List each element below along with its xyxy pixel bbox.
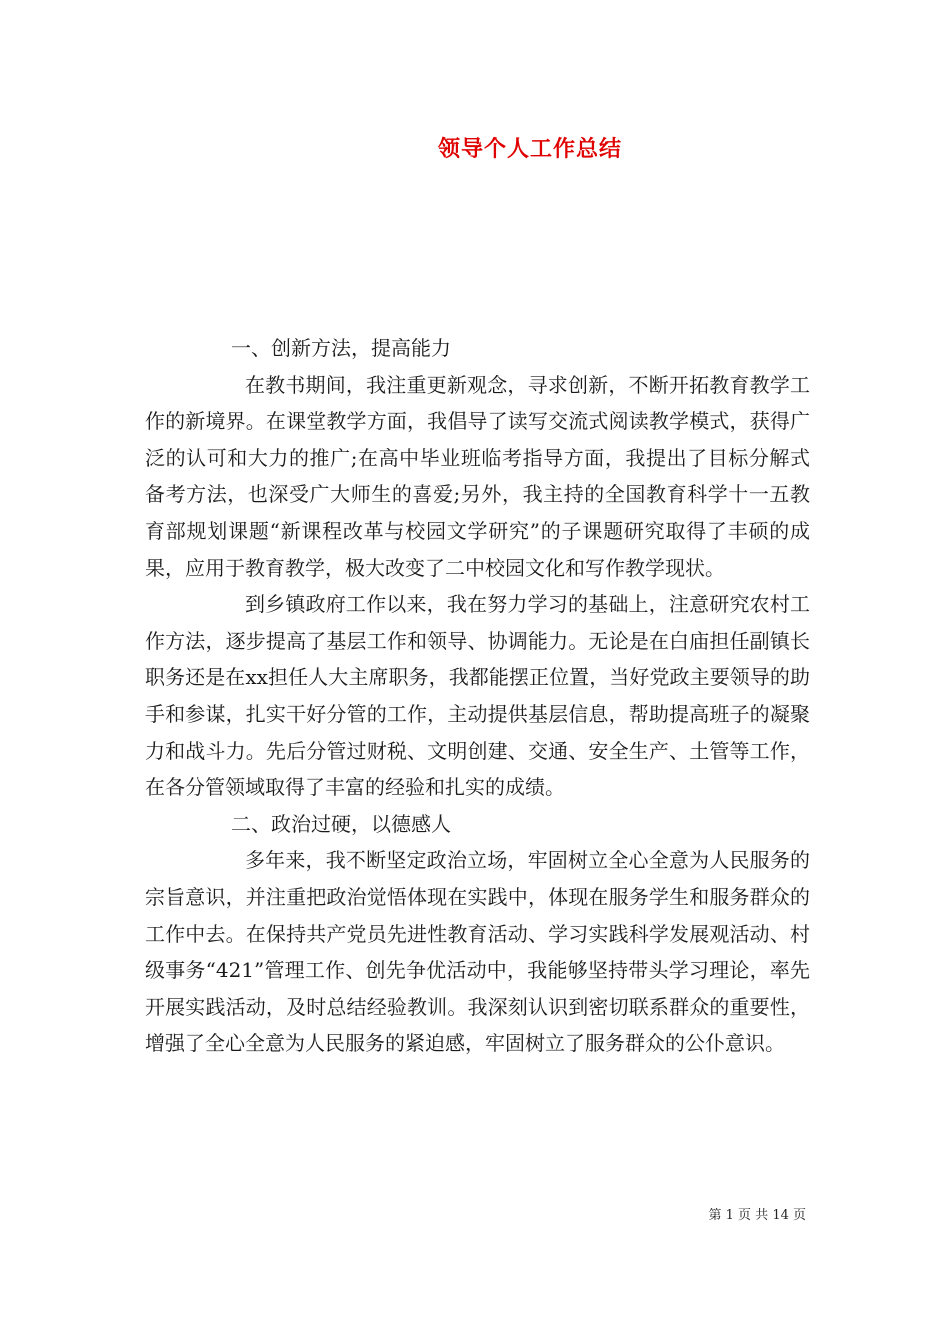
document-title: 领导个人工作总结	[437, 136, 622, 162]
body-paragraph: 多年来，我不断坚定政治立场，牢固树立全心全意为人民服务的宗旨意识，并注重把政治觉悟体现在实践中，体现在服务学生和服务群众的工作中去。在保持共产党员先进性教育活动、学习实践科学发展观活动、村级事务“421”管理工作、创先争优活动中，我能够坚持带头学习理论，率先开展实践活动，及时总结经验教训。我深刻认识到密切联系群众的重要性，增强了全心全意为人民服务的紧迫感，牢固树立了服务群众的公仆意识。	[145, 848, 810, 1056]
section-heading: 一、创新方法，提高能力	[231, 336, 451, 360]
document-body	[145, 330, 810, 1062]
section-heading: 二、政治过硬，以德感人	[231, 811, 451, 836]
page-number: 第 1 页 共 14 页	[708, 1208, 806, 1223]
body-paragraph: 到乡镇政府工作以来，我在努力学习的基础上，注意研究农村工作方法，逐步提高了基层工作和领导、协调能力。无论是在白庙担任副镇长职务还是在xx担任人大主席职务，我都能摆正位置，当好党政主要领导的助手和参谋，扎实干好分管的工作，主动提供基层信息，帮助提高班子的凝聚力和战斗力。先后分管过财税、文明创建、交通、安全生产、土管等工作，在各分管领域取得了丰富的经验和扎实的成绩。	[145, 592, 810, 800]
body-paragraph: 在教书期间，我注重更新观念，寻求创新，不断开拓教育教学工作的新境界。在课堂教学方面，我倡导了读写交流式阅读教学模式，获得广泛的认可和大力的推广;在高中毕业班临考指导方面，我提出了目标分解式备考方法，也深受广大师生的喜爱;另外，我主持的全国教育科学十一五教育部规划课题“新课程改革与校园文学研究”的子课题研究取得了丰硕的成果，应用于教育教学，极大改变了二中校园文化和写作教学现状。	[145, 372, 810, 580]
